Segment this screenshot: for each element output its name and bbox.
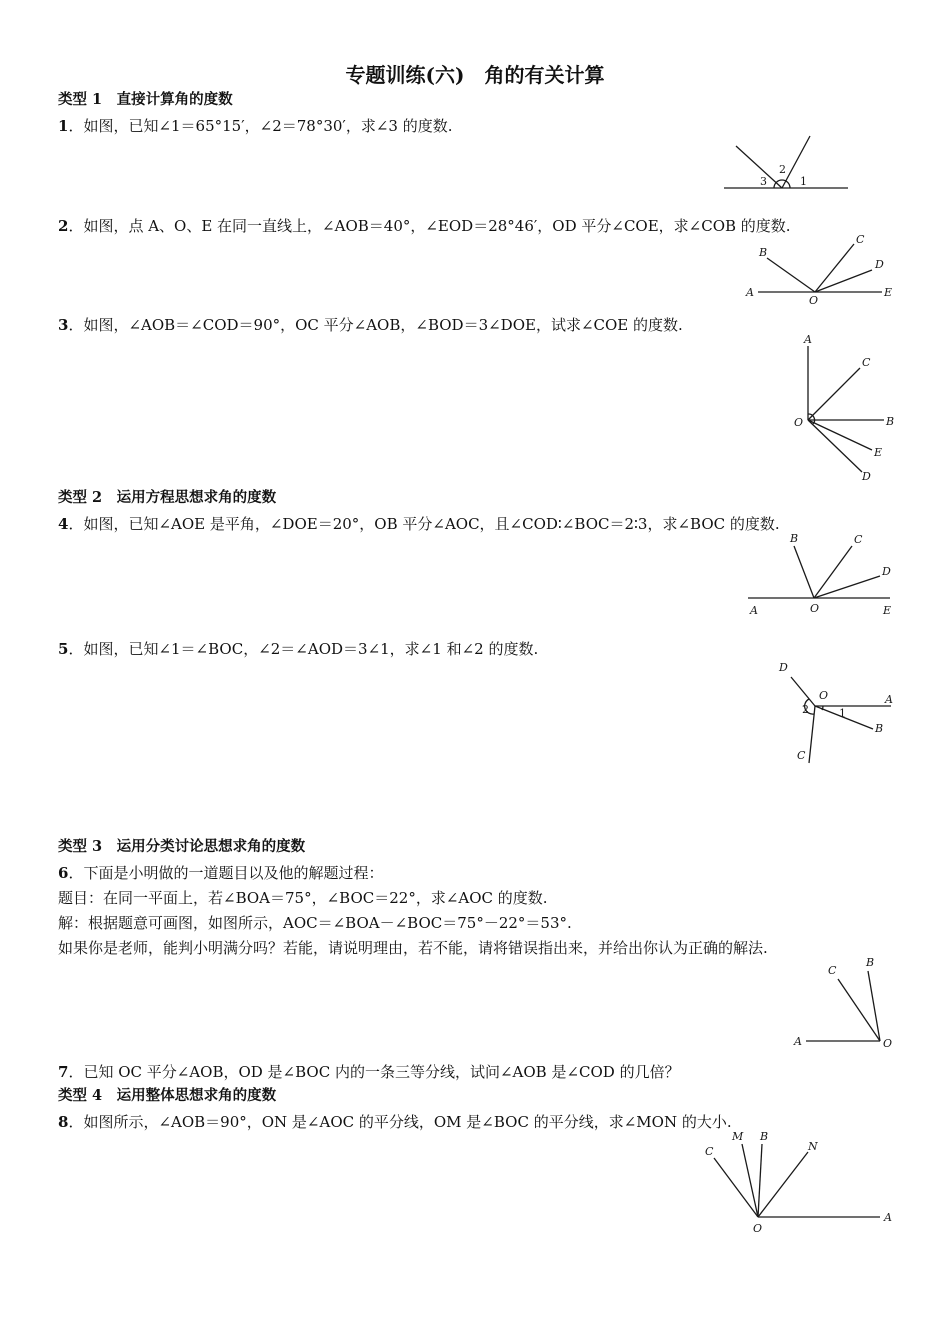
- page-title: 专题训练(六) 角的有关计算: [345, 63, 605, 87]
- figure-1-angles: [720, 130, 855, 195]
- problem-3: [58, 315, 683, 335]
- problem-text: ．如图，∠AOB＝∠COD＝90°，OC 平分∠AOB，∠BOD＝3∠DOE，试求∠COE 的度数.: [68, 316, 683, 334]
- point-O: O: [809, 294, 819, 307]
- angle-label-2: 2: [779, 163, 786, 176]
- point-C: C: [828, 964, 837, 977]
- point-A: A: [804, 333, 812, 346]
- point-A: A: [884, 1211, 892, 1224]
- point-C: C: [856, 233, 865, 246]
- point-E: E: [883, 604, 892, 617]
- problem-6-solution: 解：根据题意可画图，如图所示，AOC＝∠BOA－∠BOC＝75°－22°＝53°.: [58, 914, 572, 932]
- problem-6-prompt: 如果你是老师，能判小明满分吗？若能，请说明理由，若不能，请将错误指出来，并给出你认为正确的解法.: [58, 939, 768, 957]
- problem-number: 7: [58, 1063, 69, 1081]
- ray-OB: [868, 971, 880, 1041]
- ray-OD: [814, 576, 880, 598]
- problem-number: 3: [58, 316, 69, 334]
- point-B: B: [875, 722, 884, 735]
- point-A: A: [885, 693, 893, 706]
- problem-text: ．如图，已知∠1＝65°15′，∠2＝78°30′，求∠3 的度数.: [68, 117, 453, 135]
- problem-number: 1: [58, 117, 69, 135]
- problem-number: 8: [58, 1113, 69, 1131]
- problem-number: 4: [58, 515, 69, 533]
- angle-label-2: 2: [802, 703, 809, 716]
- problem-text: ．已知 OC 平分∠AOB，OD 是∠BOC 内的一条三等分线，试问∠AOB 是∠COD 的几倍？: [68, 1063, 680, 1081]
- problem-text: ．下面是小明做的一道题目以及他的解题过程：: [68, 864, 384, 882]
- problem-1: [58, 116, 452, 136]
- point-A: A: [750, 604, 758, 617]
- point-O: O: [883, 1037, 893, 1050]
- point-D: D: [779, 661, 788, 674]
- problem-6-question: 题目：在同一平面上，若∠BOA＝75°，∠BOC＝22°，求∠AOC 的度数.: [58, 889, 548, 907]
- angle-label-1: 1: [839, 707, 846, 720]
- point-C: C: [797, 749, 806, 762]
- point-B: B: [790, 532, 799, 545]
- section-heading-2: 类型 2 运用方程思想求角的度数: [58, 489, 277, 506]
- point-D: D: [862, 470, 871, 483]
- point-D: D: [882, 565, 891, 578]
- ray-OD: [791, 677, 815, 706]
- figure-4-angles: [742, 530, 902, 620]
- problem-text: ．如图，点 A、O、E 在同一直线上，∠AOB＝40°，∠EOD＝28°46′，OD 平分∠COE，求∠COB 的度数.: [68, 217, 791, 235]
- point-N: N: [808, 1140, 818, 1153]
- point-D: D: [875, 258, 884, 271]
- figure-6-angles: [790, 955, 905, 1055]
- section-heading-1: 类型 1 直接计算角的度数: [58, 91, 233, 108]
- problem-5: [58, 639, 538, 659]
- problem-4: [58, 514, 780, 534]
- problem-number: 2: [58, 217, 69, 235]
- ray-OB: [794, 546, 814, 598]
- ray-left: [736, 146, 782, 188]
- ray-OC: [838, 979, 880, 1041]
- problem-2: [58, 216, 791, 236]
- point-C: C: [854, 533, 863, 546]
- point-E: E: [884, 286, 893, 299]
- point-A: A: [746, 286, 754, 299]
- ray-OE: [808, 420, 872, 450]
- ray-OC: [814, 546, 852, 598]
- problem-text: ．如图，已知∠1＝∠BOC，∠2＝∠AOD＝3∠1，求∠1 和∠2 的度数.: [68, 640, 539, 658]
- point-O: O: [810, 602, 820, 615]
- angle-label-1: 1: [800, 175, 807, 188]
- point-O: O: [819, 689, 829, 702]
- ray-ON: [758, 1152, 808, 1217]
- problem-7: [58, 1062, 680, 1082]
- point-B: B: [760, 1130, 769, 1143]
- problem-number: 5: [58, 640, 69, 658]
- figure-2-angles: [742, 232, 902, 307]
- problem-number: 6: [58, 864, 69, 882]
- ray-OC: [808, 368, 860, 420]
- point-O: O: [794, 416, 804, 429]
- point-B: B: [886, 415, 895, 428]
- point-M: M: [732, 1130, 744, 1143]
- ray-OB: [767, 258, 815, 292]
- problem-text: ．如图所示，∠AOB＝90°，ON 是∠AOC 的平分线，OM 是∠BOC 的平分线，求∠MON 的大小.: [68, 1113, 732, 1131]
- problem-8: [58, 1112, 732, 1132]
- ray-OB: [758, 1144, 762, 1217]
- point-B: B: [866, 956, 875, 969]
- figure-8-angles: [700, 1128, 900, 1238]
- figure-3-angles: [790, 332, 900, 487]
- angle-label-3: 3: [760, 175, 767, 188]
- point-C: C: [705, 1145, 714, 1158]
- point-A: A: [794, 1035, 802, 1048]
- point-B: B: [759, 246, 768, 259]
- section-heading-3: 类型 3 运用分类讨论思想求角的度数: [58, 838, 306, 855]
- problem-6: [58, 863, 383, 883]
- point-E: E: [874, 446, 883, 459]
- figure-5-angles: [775, 655, 900, 770]
- problem-text: ．如图，已知∠AOE 是平角，∠DOE＝20°，OB 平分∠AOC，且∠COD∶∠BOC＝2∶3，求∠BOC 的度数.: [68, 515, 780, 533]
- ray-OD: [808, 420, 862, 472]
- section-heading-4: 类型 4 运用整体思想求角的度数: [58, 1087, 277, 1104]
- point-C: C: [862, 356, 871, 369]
- point-O: O: [753, 1222, 763, 1235]
